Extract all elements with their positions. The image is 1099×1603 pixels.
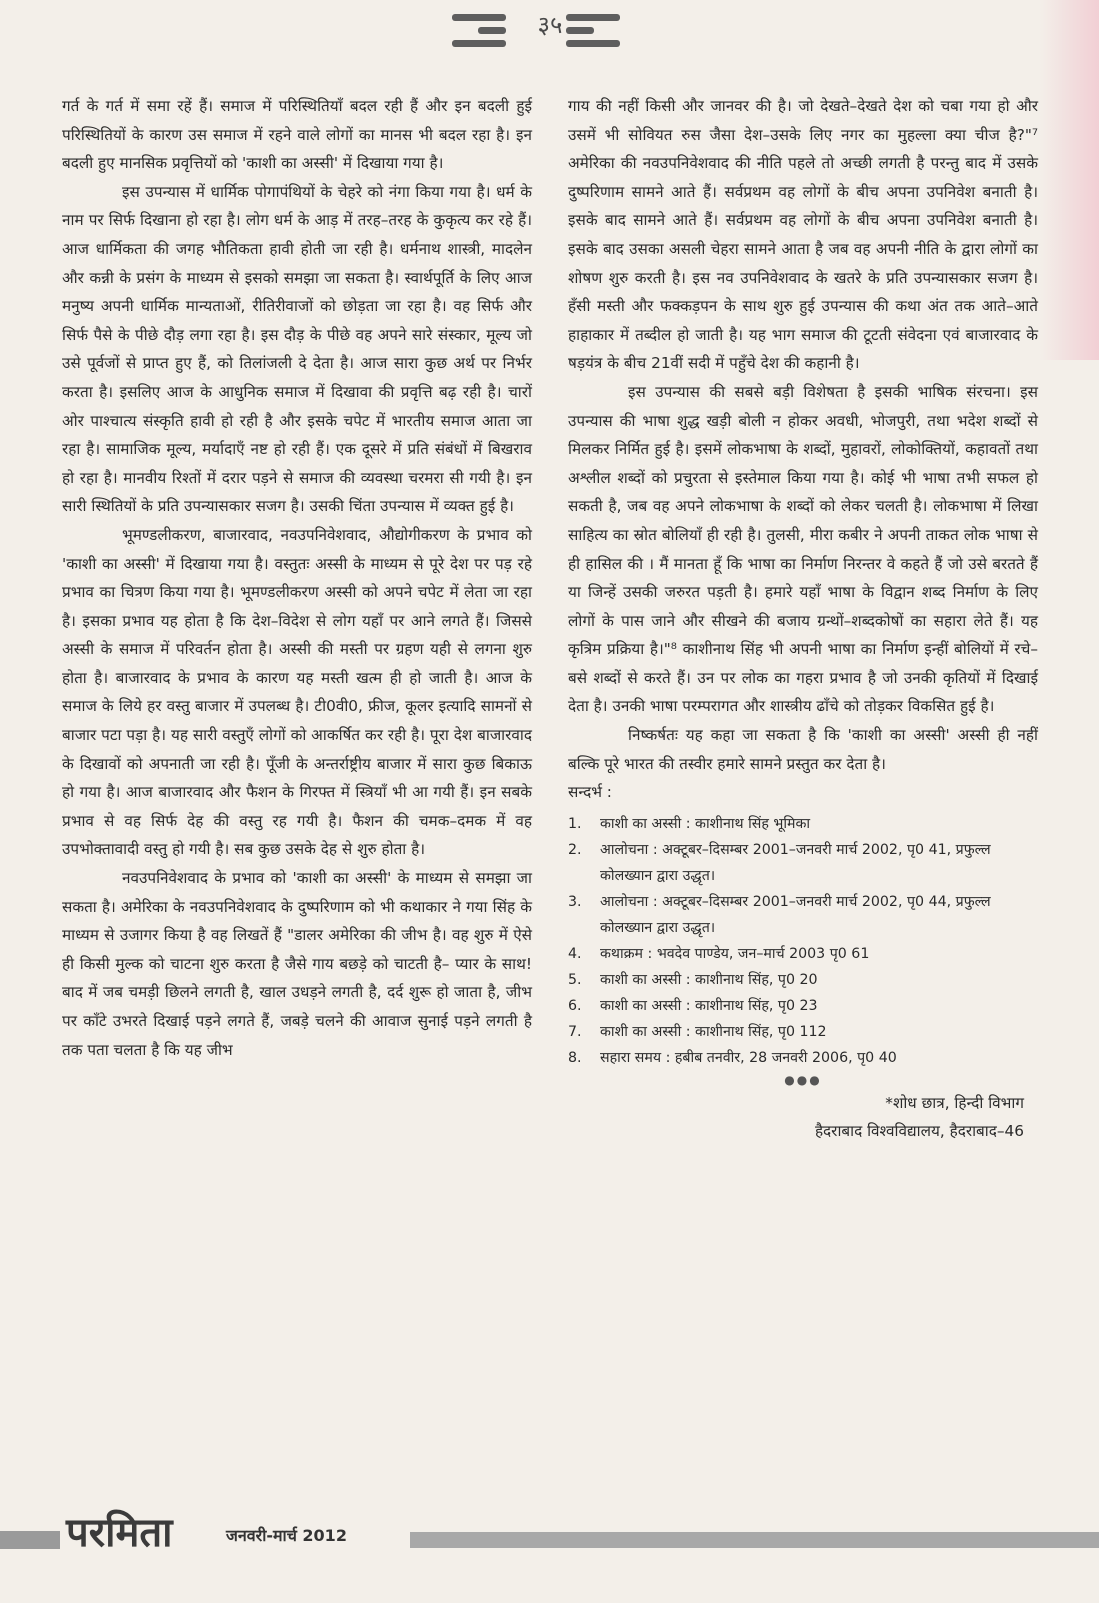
header-bar-right-bottom [566, 40, 620, 47]
reference-item [568, 1045, 1038, 1071]
reference-number: 4. [568, 945, 582, 962]
reference-text: काशी का अस्सी : काशीनाथ सिंह, पृ0 23 [600, 997, 818, 1014]
reference-item [568, 993, 1038, 1019]
reference-number: 2. [568, 841, 582, 858]
reference-number: 3. [568, 893, 582, 910]
paragraph: गाय की नहीं किसी और जानवर की है। जो देखते–देखते देश को चबा गया हो और उसमें भी सोवियत रुस जैसा देश–उसके लिए नगर का मुहल्ला क्या चीज है?"⁷ अमेरिका की नवउपनिवेशवाद की नीति पहले तो अच्छी लगती है परन्तु बाद में उसके दुष्परिणाम सामने आते हैं। सर्वप्रथम वह लोगों के बीच अपना उपनिवेश बनाती है। इसके बाद सामने आते हैं। सर्वप्रथम वह लोगों के बीच अपना उपनिवेश बनाती है। इसके बाद उसका असली चेहरा सामने आता है जब वह अपनी नीति के द्वारा लोगों का शोषण शुरु करती है। इस नव उपनिवेशवाद के खतरे के प्रति उपन्यासकार सजग है। हँसी मस्ती और फक्कड़पन के साथ शुरु हुई उपन्यास की कथा अंत तक आते–आते हाहाकार में तब्दील हो जाती है। यह भाग समाज की टूटती संवेदना एवं बाजारवाद के षड़यंत्र के बीच 21वीं सदी में पहुँचे देश की कहानी है। [568, 97, 1038, 373]
reference-text: काशी का अस्सी : काशीनाथ सिंह, पृ0 112 [600, 1023, 827, 1040]
reference-item [568, 811, 1038, 837]
references-heading: सन्दर्भ : [568, 783, 612, 802]
reference-number: 5. [568, 971, 582, 988]
paragraph: भूमण्डलीकरण, बाजारवाद, नवउपनिवेशवाद, औद्योगीकरण के प्रभाव को 'काशी का अस्सी' में दिखाया गया है। वस्तुतः अस्सी के माध्यम से पूरे देश पर पड़ रहे प्रभाव का चित्रण किया गया है। भूमण्डलीकरण अस्सी को अपने चपेट में लेता जा रहा है। इसका प्रभाव यह होता है कि देश–विदेश से लोग यहाँ पर आने लगते हैं। जिससे अस्सी के समाज में परिवर्तन होता है। अस्सी की मस्ती पर ग्रहण यही से लगना शुरु होता है। बाजारवाद के प्रभाव के कारण यह मस्ती खत्म ही हो जाती है। आज के समाज के लिये हर वस्तु बाजार में उपलब्ध है। टी0वी0, फ्रीज, कूलर इत्यादि सामनों से बाजार पटा पड़ा है। यह सारी वस्तुएँ लोगों को आकर्षित कर रही है। पूरा देश बाजारवाद के दिखावों को अपनाती जा रही है। पूँजी के अन्तर्राष्ट्रीय बाजार में सारा कुछ बिकाऊ हो गया है। आज बाजारवाद और फैशन के गिरफ्त में स्त्रियाँ भी आ गयी हैं। इन सबके प्रभाव से वह सिर्फ देह की वस्तु रह गयी है। फैशन की चमक–दमक में वह उपभोक्तावादी वस्तु हो गयी है। सब कुछ उसके देह से शुरु होता है। [62, 525, 532, 859]
paragraph: निष्कर्षतः यह कहा जा सकता है कि 'काशी का अस्सी' अस्सी ही नहीं बल्कि पूरे भारत की तस्वीर हमारे सामने प्रस्तुत कर देता है। [568, 726, 1038, 773]
magazine-logo: परमिता [66, 1509, 173, 1556]
paragraph: इस उपन्यास की सबसे बड़ी विशेषता है इसकी भाषिक संरचना। इस उपन्यास की भाषा शुद्ध खड़ी बोली न होकर अवधी, भोजपुरी, तथा भदेश शब्दों से मिलकर निर्मित हुई है। इसमें लोकभाषा के शब्दों, मुहावरों, लोकोक्तियों, कहावतों तथा अश्लील शब्दों को प्रचुरता से इस्तेमाल किया गया है। कोई भी भाषा तभी सफल हो सकती है, जब वह अपने लोकभाषा के शब्दों को लेकर चलती है। लोकभाषा में लिखा साहित्य का स्रोत बोलियाँ ही रही है। तुलसी, मीरा कबीर ने अपनी ताकत लोक भाषा से ही हासिल की । मैं मानता हूँ कि भाषा का निर्माण निरन्तर वे कहते हैं जो उसे बरतते हैं या जिन्हें उसकी जरुरत पड़ती है। हमारे यहाँ भाषा के विद्वान शब्द निर्माण के लिए लोगों के पास जाने और सीखने की बजाय ग्रन्थों–शब्दकोषों का सहारा लेते हैं। यह कृत्रिम प्रक्रिया है।"⁸ काशीनाथ सिंह भी अपनी भाषा का निर्माण इन्हीं बोलियों में रचे–बसे शब्दों से करते हैं। उन पर लोक का गहरा प्रभाव है जो उनकी कृतियों में दिखाई देता है। उनकी भाषा परम्परागत और शास्त्रीय ढाँचे को तोड़कर विकसित हुई है। [568, 382, 1038, 716]
author-affiliation-line2: हैदराबाद विश्वविद्यालय, हैदराबाद–46 [814, 1122, 1024, 1141]
paragraph: इस उपन्यास में धार्मिक पोगापंथियों के चेहरे को नंगा किया गया है। धर्म के नाम पर सिर्फ दिखाना हो रहा है। लोग धर्म के आड़ में तरह–तरह के कुकृत्य कर रहे हैं। आज धार्मिकता की जगह भौतिकता हावी होती जा रही है। धर्मनाथ शास्त्री, मादलेन और कन्नी के प्रसंग के माध्यम से इसको समझा जा सकता है। स्वार्थपूर्ति के लिए आज मनुष्य अपनी धार्मिक मान्यताओं, रीतिरीवाजों को छोड़ता जा रहा है। वह सिर्फ और सिर्फ पैसे के पीछे दौड़ लगा रहा है। इस दौड़ के पीछे वह अपने सारे संस्कार, मूल्य जो उसे पूर्वजों से प्राप्त हुए हैं, को तिलांजली दे देता है। आज सारा कुछ अर्थ पर निर्भर करता है। इसलिए आज के आधुनिक समाज में दिखावा की प्रवृत्ति बढ़ रही है। चारों ओर पाश्चात्य संस्कृति हावी हो रही है और इसके चपेट में भारतीय समाज आता जा रहा है। सामाजिक मूल्य, मर्यादाएँ नष्ट हो रही हैं। एक दूसरे में प्रति संबंधों में बिखराव हो रहा है। मानवीय रिश्तों में दरार पड़ने से समाज की व्यवस्था चरमरा सी गयी है। इन सारी स्थितियों के प्रति उपन्यासकार सजग है। उसकी चिंता उपन्यास में व्यक्त हुई है। [62, 182, 532, 516]
section-separator: ●●● [784, 1072, 822, 1087]
reference-item [568, 941, 1038, 967]
reference-item [568, 967, 1038, 993]
header-bar-left-mid [478, 27, 506, 34]
reference-text: आलोचना : अक्टूबर–दिसम्बर 2001–जनवरी मार्च 2002, पृ0 44, प्रफुल्ल कोलख्यान द्वारा उद्धृत। [600, 893, 991, 936]
issue-date: जनवरी-मार्च 2012 [226, 1526, 347, 1545]
left-column [62, 92, 532, 1064]
reference-item [568, 1019, 1038, 1045]
header-bar-left-bottom [452, 40, 506, 47]
paragraph: नवउपनिवेशवाद के प्रभाव को 'काशी का अस्सी' के माध्यम से समझा जा सकता है। अमेरिका के नवउपनिवेशवाद के दुष्परिणाम को भी कथाकार ने गया सिंह के माध्यम से उजागर किया है वह लिखतें हैं "डालर अमेरिका की जीभ है। वह शुरु में ऐसे ही किसी मुल्क को चाटना शुरु करता है जैसे गाय बछड़े को चाटती है– प्यार के साथ! बाद में जब चमड़ी छिलने लगती है, खाल उधड़ने लगती है, दर्द शुरू हो जाता है, जीभ पर काँटे उभरते दिखाई पड़ने लगते हैं, जबड़े चलने की आवाज सुनाई पड़ने लगती है तक पता चलता है कि यह जीभ [62, 869, 532, 1059]
page-header [0, 0, 1099, 60]
reference-text: कथाक्रम : भवदेव पाण्डेय, जन–मार्च 2003 पृ0 61 [600, 945, 870, 962]
reference-text: सहारा समय : हबीब तनवीर, 28 जनवरी 2006, पृ0 40 [600, 1049, 897, 1066]
author-affiliation-line1: *शोध छात्र, हिन्दी विभाग [885, 1093, 1024, 1112]
reference-text: काशी का अस्सी : काशीनाथ सिंह, पृ0 20 [600, 971, 818, 988]
footer-bar-left [0, 1531, 60, 1549]
paragraph: गर्त के गर्त में समा रहें हैं। समाज में परिस्थितियाँ बदल रही हैं और इन बदली हुई परिस्थितियों के कारण उस समाज में रहने वाले लोगों का मानस भी बदल रहा है। इन बदली हुए मानसिक प्रवृत्तियों को 'काशी का अस्सी' में दिखाया गया है। [62, 97, 532, 173]
references-list [568, 811, 1038, 1071]
header-bar-left-top [452, 14, 506, 21]
page-number: ३५ [537, 11, 563, 39]
reference-number: 7. [568, 1023, 582, 1040]
reference-item [568, 837, 1038, 889]
footer-bar-right [410, 1532, 1099, 1548]
reference-number: 8. [568, 1049, 582, 1066]
reference-text: आलोचना : अक्टूबर–दिसम्बर 2001–जनवरी मार्च 2002, पृ0 41, प्रफुल्ल कोलख्यान द्वारा उद्धृत। [600, 841, 991, 884]
reference-number: 6. [568, 997, 582, 1014]
reference-text: काशी का अस्सी : काशीनाथ सिंह भूमिका [600, 815, 811, 832]
reference-number: 1. [568, 815, 582, 832]
right-column [568, 92, 1038, 1146]
reference-item [568, 889, 1038, 941]
